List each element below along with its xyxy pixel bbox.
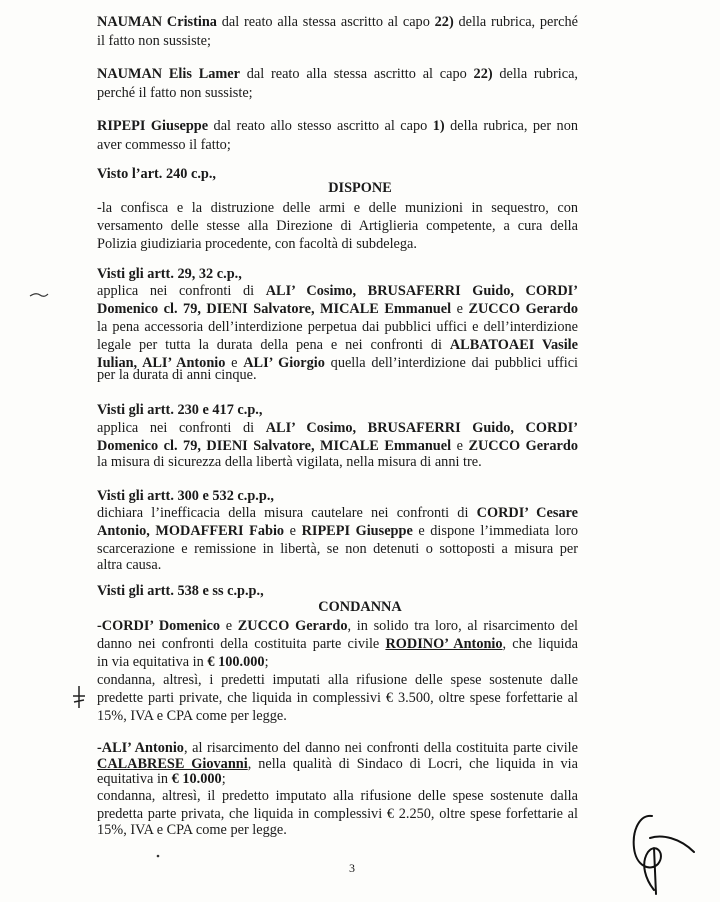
- text-line: Domenico cl. 79, DIENI Salvatore, MICALE Emmanuel e ZUCCO Gerardo: [97, 438, 578, 454]
- text-line: applica nei confronti di ALI’ Cosimo, BRUSAFERRI Guido, CORDI’: [97, 283, 578, 299]
- text-line: predette parti private, che liquida in complessivi € 3.500, oltre spese forfettarie al: [97, 690, 578, 706]
- text-line: applica nei confronti di ALI’ Cosimo, BRUSAFERRI Guido, CORDI’: [97, 420, 578, 436]
- text-line: predetta parte privata, che liquida in complessivi € 2.250, oltre spese forfettarie al: [97, 806, 578, 822]
- text-line: condanna, altresì, i predetti imputati alla rifusione delle spese sostenute dalle: [97, 672, 578, 688]
- acquittal-nauman-elis: NAUMAN Elis Lamer dal reato alla stessa ascritto al capo 22) della rubrica,: [97, 66, 578, 82]
- section-heading: Visto l’art. 240 c.p.,: [97, 166, 216, 182]
- page-number: 3: [349, 861, 355, 875]
- text-line: -CORDI’ Domenico e ZUCCO Gerardo, in solido tra loro, al risarcimento del: [97, 618, 579, 634]
- section-title-dispone: DISPONE: [328, 180, 392, 196]
- text-line: legale per tutta la durata della pena e nei confronti di ALBATOAEI Vasile: [97, 337, 578, 353]
- text-line: la pena accessoria dell’interdizione perpetua dai pubblici uffici e dell’interdizione: [97, 319, 578, 335]
- section-heading: Visti gli artt. 300 e 532 c.p.p.,: [97, 488, 274, 504]
- text-line: scarcerazione e remissione in libertà, se non detenuti o sottoposti a misura per: [97, 541, 578, 557]
- text-line: Antonio, MODAFFERI Fabio e RIPEPI Giuseppe e dispone l’immediata loro: [97, 523, 578, 539]
- text-line: danno nei confronti della costituita parte civile RODINO’ Antonio, che liquida: [97, 636, 578, 652]
- text-line: Polizia giudiziaria procedente, con facoltà di subdelega.: [97, 236, 417, 252]
- text-line: Domenico cl. 79, DIENI Salvatore, MICALE Emmanuel e ZUCCO Gerardo: [97, 301, 578, 317]
- text-line: il fatto non sussiste;: [97, 33, 211, 49]
- text-line: aver commesso il fatto;: [97, 137, 231, 153]
- text-line: versamento delle stesse alla Direzione di Artiglieria competente, a cura della: [97, 218, 578, 234]
- text-line: -la confisca e la distruzione delle armi e delle munizioni in sequestro, con: [97, 200, 578, 216]
- text-line: 15%, IVA e CPA come per legge.: [97, 822, 287, 838]
- text-line: equitativa in € 10.000;: [97, 771, 226, 787]
- margin-checkmark-icon: [70, 684, 88, 710]
- dot-mark: [154, 852, 162, 860]
- text-line: per la durata di anni cinque.: [97, 367, 257, 383]
- handwritten-signature: [610, 808, 702, 898]
- section-title-condanna: CONDANNA: [318, 599, 402, 615]
- text-line: in via equitativa in € 100.000;: [97, 654, 269, 670]
- text-line: condanna, altresì, il predetto imputato alla rifusione delle spese sostenute dalla: [97, 788, 578, 804]
- text-line: dichiara l’inefficacia della misura cautelare nei confronti di CORDI’ Cesare: [97, 505, 578, 521]
- text-line: perché il fatto non sussiste;: [97, 85, 253, 101]
- text-line: altra causa.: [97, 557, 162, 573]
- acquittal-nauman-cristina: NAUMAN Cristina dal reato alla stessa ascritto al capo 22) della rubrica, perché: [97, 14, 578, 30]
- section-heading: Visti gli artt. 230 e 417 c.p.,: [97, 402, 263, 418]
- margin-dash-mark: [28, 288, 50, 302]
- text-line: 15%, IVA e CPA come per legge.: [97, 708, 287, 724]
- acquittal-ripepi: RIPEPI Giuseppe dal reato allo stesso ascritto al capo 1) della rubrica, per non: [97, 118, 578, 134]
- text-line: la misura di sicurezza della libertà vigilata, nella misura di anni tre.: [97, 454, 482, 470]
- text-line: Iulian, ALI’ Antonio e ALI’ Giorgio quella dell’interdizione dai pubblici uffici: [97, 355, 579, 371]
- section-heading: Visti gli artt. 29, 32 c.p.,: [97, 266, 242, 282]
- section-heading: Visti gli artt. 538 e ss c.p.p.,: [97, 583, 264, 599]
- text-line: CALABRESE Giovanni, nella qualità di Sindaco di Locri, che liquida in via: [97, 756, 578, 772]
- text-line: -ALI’ Antonio, al risarcimento del danno nei confronti della costituita parte civile: [97, 740, 578, 756]
